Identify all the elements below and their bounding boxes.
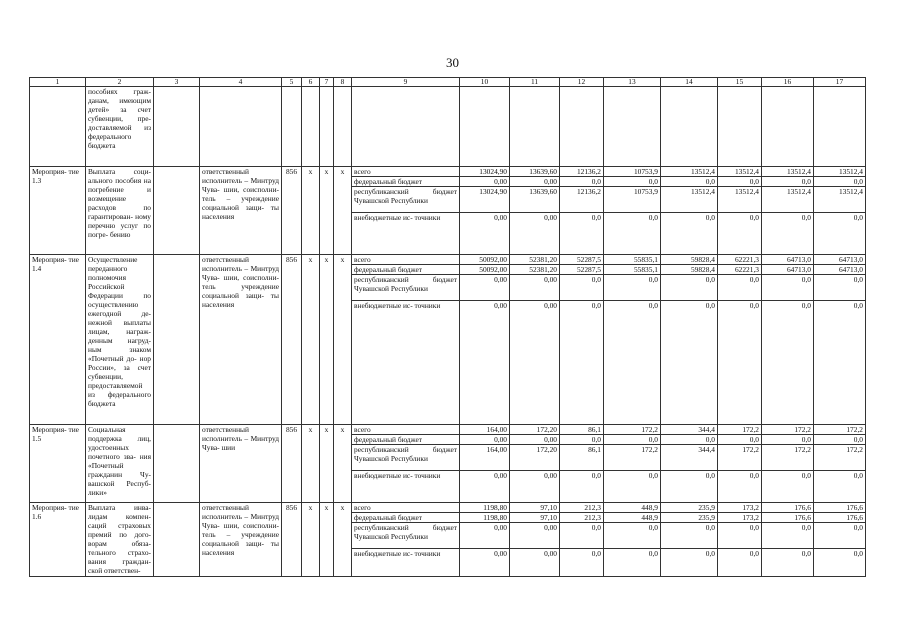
source-cell: федеральный бюджет — [352, 435, 460, 445]
value-cell: 0,00 — [510, 549, 560, 577]
mark-cell: x — [334, 425, 352, 503]
value-cell: 0,0 — [814, 275, 866, 301]
code-cell: 856 — [282, 425, 302, 503]
mark-cell: x — [334, 255, 352, 425]
value-cell: 172,2 — [604, 445, 661, 471]
value-cell: 0,0 — [762, 471, 814, 503]
value-cell: 0,00 — [510, 435, 560, 445]
value-cell: 0,00 — [460, 435, 510, 445]
value-cell: 10753,9 — [604, 167, 661, 177]
empty-cell — [661, 87, 718, 167]
value-cell: 0,0 — [718, 177, 762, 187]
mark-cell: x — [302, 503, 320, 577]
value-cell: 59828,4 — [661, 255, 718, 265]
value-cell: 12136,2 — [560, 167, 604, 177]
value-cell: 0,0 — [814, 435, 866, 445]
value-cell: 0,0 — [604, 523, 661, 549]
value-cell: 344,4 — [661, 425, 718, 435]
value-cell: 97,10 — [510, 503, 560, 513]
header-cell: 16 — [762, 78, 814, 87]
value-cell: 0,0 — [814, 549, 866, 577]
value-cell: 1198,80 — [460, 503, 510, 513]
executor-cell: ответственный исполнитель – Минтруд Чува- шии, соисполни- тель – учреждение социальной защи- ты населения — [200, 167, 282, 255]
empty-cell — [154, 255, 200, 425]
value-cell: 0,0 — [762, 301, 814, 425]
value-cell: 0,00 — [460, 523, 510, 549]
value-cell: 448,9 — [604, 503, 661, 513]
mark-cell: x — [334, 503, 352, 577]
value-cell: 0,00 — [460, 471, 510, 503]
source-cell: всего — [352, 503, 460, 513]
event-id-cell: Мероприя- тие 1.6 — [30, 503, 86, 577]
value-cell: 0,00 — [510, 213, 560, 255]
empty-cell — [460, 87, 510, 167]
value-cell: 0,0 — [718, 549, 762, 577]
header-cell: 10 — [460, 78, 510, 87]
value-cell: 50092,00 — [460, 265, 510, 275]
value-cell: 0,0 — [604, 275, 661, 301]
value-cell: 0,00 — [460, 213, 510, 255]
value-cell: 0,0 — [604, 213, 661, 255]
executor-cell: ответственный исполнитель – Минтруд Чува- шии, соисполни- тель – учреждение социальной защи- ты населения — [200, 503, 282, 577]
value-cell: 0,0 — [718, 213, 762, 255]
value-cell: 172,2 — [814, 425, 866, 435]
value-cell: 13639,60 — [510, 167, 560, 177]
value-cell: 59828,4 — [661, 265, 718, 275]
source-cell: федеральный бюджет — [352, 513, 460, 523]
empty-cell — [320, 87, 334, 167]
value-cell: 62221,3 — [718, 255, 762, 265]
executor-cell: ответственный исполнитель – Минтруд Чува- шии — [200, 425, 282, 503]
value-cell: 0,0 — [661, 301, 718, 425]
budget-table — [29, 77, 866, 577]
value-cell: 0,0 — [718, 523, 762, 549]
event-name-cell: Выплата соци- ального пособия на погребение и возмещение расходов по гарантирован- ному перечню услуг по погре- бению — [86, 167, 154, 255]
value-cell: 0,0 — [718, 301, 762, 425]
value-cell: 64713,0 — [762, 265, 814, 275]
empty-cell — [154, 87, 200, 167]
value-cell: 10753,9 — [604, 187, 661, 213]
mark-cell: x — [302, 167, 320, 255]
header-cell: 17 — [814, 78, 866, 87]
value-cell: 13024,90 — [460, 167, 510, 177]
source-cell: всего — [352, 425, 460, 435]
source-cell: всего — [352, 167, 460, 177]
value-cell: 97,10 — [510, 513, 560, 523]
value-cell: 0,0 — [661, 471, 718, 503]
value-cell: 0,0 — [604, 549, 661, 577]
value-cell: 52287,5 — [560, 265, 604, 275]
empty-cell — [334, 87, 352, 167]
value-cell: 0,0 — [718, 435, 762, 445]
value-cell: 0,0 — [560, 275, 604, 301]
value-cell: 344,4 — [661, 445, 718, 471]
value-cell: 55835,1 — [604, 255, 661, 265]
value-cell: 173,2 — [718, 513, 762, 523]
value-cell: 0,0 — [762, 549, 814, 577]
value-cell: 172,20 — [510, 425, 560, 435]
value-cell: 0,00 — [510, 471, 560, 503]
value-cell: 0,0 — [762, 213, 814, 255]
value-cell: 0,0 — [814, 213, 866, 255]
source-cell: внебюджетные ис- точники — [352, 549, 460, 577]
value-cell: 0,0 — [762, 523, 814, 549]
continuation-name-cell: пособиях граж- данам, имеющим детей» за счет субвенции, пре- доставляемой из федерального бюджета — [86, 87, 154, 167]
table-row — [30, 503, 866, 513]
value-cell: 13512,4 — [762, 187, 814, 213]
header-cell: 3 — [154, 78, 200, 87]
mark-cell: x — [320, 167, 334, 255]
value-cell: 0,0 — [762, 435, 814, 445]
event-id-cell: Мероприя- тие 1.3 — [30, 167, 86, 255]
value-cell: 0,0 — [560, 549, 604, 577]
value-cell: 0,0 — [661, 523, 718, 549]
value-cell: 86,1 — [560, 445, 604, 471]
empty-cell — [282, 87, 302, 167]
source-cell: федеральный бюджет — [352, 265, 460, 275]
value-cell: 13512,4 — [718, 167, 762, 177]
value-cell: 64713,0 — [814, 265, 866, 275]
value-cell: 0,00 — [510, 301, 560, 425]
value-cell: 0,00 — [510, 523, 560, 549]
header-cell: 2 — [86, 78, 154, 87]
value-cell: 176,6 — [762, 503, 814, 513]
value-cell: 0,0 — [814, 471, 866, 503]
value-cell: 13512,4 — [814, 167, 866, 177]
empty-cell — [604, 87, 661, 167]
event-id-cell: Мероприя- тие 1.5 — [30, 425, 86, 503]
event-id-cell: Мероприя- тие 1.4 — [30, 255, 86, 425]
value-cell: 172,2 — [814, 445, 866, 471]
header-cell: 8 — [334, 78, 352, 87]
value-cell: 172,2 — [718, 445, 762, 471]
value-cell: 448,9 — [604, 513, 661, 523]
source-cell: республиканский бюджет Чувашской Республики — [352, 445, 460, 471]
value-cell: 64713,0 — [762, 255, 814, 265]
value-cell: 0,0 — [560, 213, 604, 255]
value-cell: 172,2 — [762, 445, 814, 471]
value-cell: 0,0 — [718, 471, 762, 503]
page-number: 30 — [446, 55, 459, 70]
empty-cell — [154, 167, 200, 255]
value-cell: 0,0 — [762, 177, 814, 187]
code-cell: 856 — [282, 167, 302, 255]
header-cell: 14 — [661, 78, 718, 87]
value-cell: 0,00 — [460, 301, 510, 425]
value-cell: 13512,4 — [718, 187, 762, 213]
value-cell: 0,0 — [604, 435, 661, 445]
mark-cell: x — [302, 425, 320, 503]
header-cell: 5 — [282, 78, 302, 87]
event-name-cell: Социальная поддержка лиц, удостоенных почетного зва- ния «Почетный гражданин Чу- вашской Респуб- лики» — [86, 425, 154, 503]
event-name-cell: Осуществление переданного полномочия Российской Федерации по осуществлению ежегодной де- нежной выплаты лицам, награж- денным нагруд- ным знаком «Почетный до- нор России», за счет субвенции, предоставляемой из федерального бюджета — [86, 255, 154, 425]
empty-cell — [200, 87, 282, 167]
empty-cell — [560, 87, 604, 167]
value-cell: 0,0 — [814, 301, 866, 425]
value-cell: 0,0 — [762, 275, 814, 301]
empty-cell — [352, 87, 460, 167]
code-cell: 856 — [282, 255, 302, 425]
value-cell: 0,0 — [661, 275, 718, 301]
source-cell: всего — [352, 255, 460, 265]
empty-cell — [30, 87, 86, 167]
value-cell: 0,0 — [560, 301, 604, 425]
table-row — [30, 425, 866, 435]
mark-cell: x — [302, 255, 320, 425]
value-cell: 176,6 — [814, 503, 866, 513]
value-cell: 235,9 — [661, 503, 718, 513]
empty-cell — [718, 87, 762, 167]
continuation-row — [30, 87, 866, 167]
value-cell: 0,0 — [661, 213, 718, 255]
value-cell: 0,0 — [560, 471, 604, 503]
value-cell: 50092,00 — [460, 255, 510, 265]
value-cell: 62221,3 — [718, 265, 762, 275]
value-cell: 0,0 — [718, 275, 762, 301]
value-cell: 0,0 — [604, 301, 661, 425]
event-name-cell: Выплата инва- лидам компен- саций страховых премий по дого- ворам обяза- тельного страхо- вания граждан- ской ответствен- — [86, 503, 154, 577]
empty-cell — [510, 87, 560, 167]
value-cell: 0,0 — [560, 435, 604, 445]
source-cell: внебюджетные ис- точники — [352, 301, 460, 425]
header-cell: 4 — [200, 78, 282, 87]
header-cell: 11 — [510, 78, 560, 87]
value-cell: 0,0 — [814, 523, 866, 549]
value-cell: 0,0 — [604, 177, 661, 187]
value-cell: 1198,80 — [460, 513, 510, 523]
empty-cell — [154, 425, 200, 503]
value-cell: 0,0 — [560, 177, 604, 187]
source-cell: республиканский бюджет Чувашской Республики — [352, 187, 460, 213]
value-cell: 0,00 — [510, 275, 560, 301]
value-cell: 0,0 — [661, 549, 718, 577]
value-cell: 0,00 — [460, 177, 510, 187]
header-cell: 12 — [560, 78, 604, 87]
value-cell: 0,0 — [814, 177, 866, 187]
value-cell: 212,3 — [560, 503, 604, 513]
value-cell: 164,00 — [460, 425, 510, 435]
value-cell: 172,2 — [762, 425, 814, 435]
code-cell: 856 — [282, 503, 302, 577]
value-cell: 86,1 — [560, 425, 604, 435]
value-cell: 0,0 — [604, 471, 661, 503]
header-cell: 15 — [718, 78, 762, 87]
value-cell: 176,6 — [814, 513, 866, 523]
value-cell: 212,3 — [560, 513, 604, 523]
value-cell: 52381,20 — [510, 255, 560, 265]
value-cell: 176,6 — [762, 513, 814, 523]
executor-cell: ответственный исполнитель – Минтруд Чува- шии, соисполни- тель учреждение социальной защи- ты населения — [200, 255, 282, 425]
value-cell: 172,2 — [718, 425, 762, 435]
value-cell: 13512,4 — [762, 167, 814, 177]
table-row — [30, 255, 866, 265]
mark-cell: x — [334, 167, 352, 255]
value-cell: 13024,90 — [460, 187, 510, 213]
value-cell: 12136,2 — [560, 187, 604, 213]
value-cell: 55835,1 — [604, 265, 661, 275]
value-cell: 172,2 — [604, 425, 661, 435]
header-cell: 1 — [30, 78, 86, 87]
value-cell: 235,9 — [661, 513, 718, 523]
mark-cell: x — [320, 255, 334, 425]
value-cell: 52381,20 — [510, 265, 560, 275]
header-cell: 7 — [320, 78, 334, 87]
source-cell: федеральный бюджет — [352, 177, 460, 187]
header-cell: 9 — [352, 78, 460, 87]
mark-cell: x — [320, 425, 334, 503]
value-cell: 13512,4 — [661, 167, 718, 177]
value-cell: 173,2 — [718, 503, 762, 513]
source-cell: внебюджетные ис- точники — [352, 471, 460, 503]
empty-cell — [154, 503, 200, 577]
source-cell: республиканский бюджет Чувашской Республики — [352, 523, 460, 549]
value-cell: 0,00 — [460, 549, 510, 577]
value-cell: 52287,5 — [560, 255, 604, 265]
value-cell: 0,00 — [510, 177, 560, 187]
source-cell: внебюджетные ис- точники — [352, 213, 460, 255]
table-row — [30, 167, 866, 177]
value-cell: 13512,4 — [661, 187, 718, 213]
header-cell: 6 — [302, 78, 320, 87]
value-cell: 0,0 — [560, 523, 604, 549]
mark-cell: x — [320, 503, 334, 577]
empty-cell — [814, 87, 866, 167]
empty-cell — [302, 87, 320, 167]
value-cell: 164,00 — [460, 445, 510, 471]
value-cell: 13512,4 — [814, 187, 866, 213]
header-cell: 13 — [604, 78, 661, 87]
empty-cell — [762, 87, 814, 167]
value-cell: 0,00 — [460, 275, 510, 301]
value-cell: 0,0 — [661, 177, 718, 187]
value-cell: 64713,0 — [814, 255, 866, 265]
value-cell: 172,20 — [510, 445, 560, 471]
value-cell: 13639,60 — [510, 187, 560, 213]
header-row — [30, 78, 866, 87]
source-cell: республиканский бюджет Чувашской Республики — [352, 275, 460, 301]
value-cell: 0,0 — [661, 435, 718, 445]
